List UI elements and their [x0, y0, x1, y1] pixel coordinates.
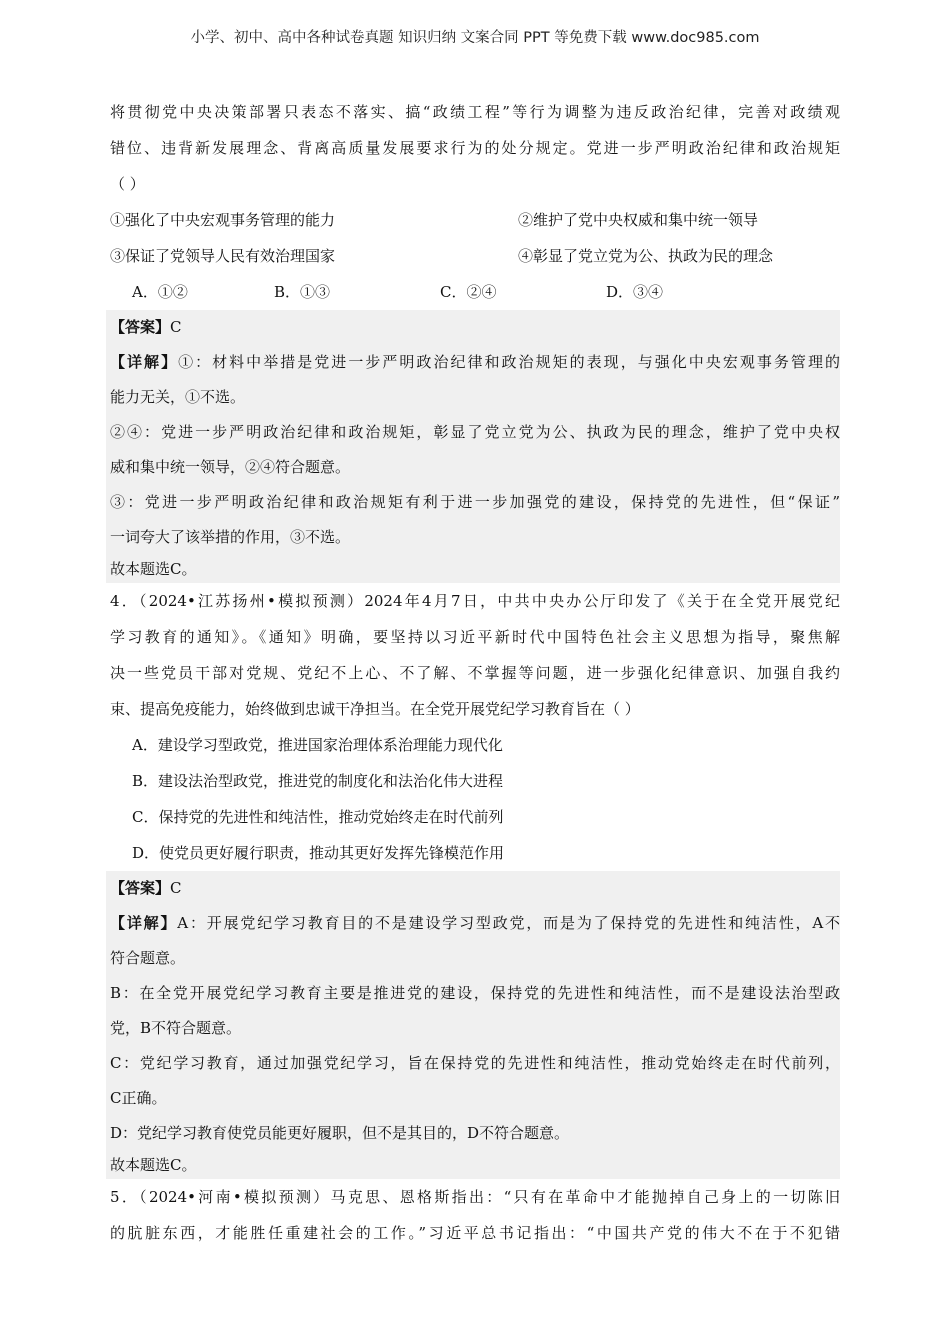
q3-statements-row: [110, 238, 840, 274]
q3-stem-line: 将贯彻党中央决策部署只表态不落实、搞“政绩工程”等行为调整为违反政治纪律，完善对政绩观: [110, 103, 840, 121]
q3-choice-a: A．①②: [132, 283, 188, 301]
q4-option-d: D．使党员更好履行职责，推动其更好发挥先锋模范作用: [132, 844, 505, 862]
answer-value: C: [170, 318, 182, 336]
q4-detail-line: C：党纪学习教育，通过加强党纪学习，旨在保持党的先进性和纯洁性，推动党始终走在时代前列，: [110, 1054, 840, 1072]
q4-detail-line: C正确。: [110, 1089, 167, 1107]
q3-detail-line: 能力无关，①不选。: [110, 388, 246, 406]
q4-detail-line: D：党纪学习教育使党员能更好履职，但不是其目的，D不符合题意。: [110, 1124, 570, 1142]
answer-label: 【答案】: [110, 318, 171, 336]
q3-answer: [110, 310, 840, 345]
page-header: 小学、初中、高中各种试卷真题 知识归纳 文案合同 PPT 等免费下载 www.doc985.com: [190, 30, 760, 46]
detail-label: 【详解】: [110, 914, 178, 932]
q3-answer-block: [106, 310, 840, 583]
detail-text: ①：材料中举措是党进一步严明政治纪律和政治规矩的表现，与强化中央宏观事务管理的: [178, 353, 840, 371]
q4-stem-line: 4．（2024•江苏扬州•模拟预测）2024年4月7日，中共中央办公厅印发了《关于在全党开展党纪: [110, 592, 840, 610]
detail-label: 【详解】: [110, 353, 179, 371]
question-4: [110, 583, 840, 1179]
q3-statement-3: ③保证了党领导人民有效治理国家: [110, 247, 336, 265]
q3-statement-1: ①强化了中央宏观事务管理的能力: [110, 211, 336, 229]
q4-option-c: C．保持党的先进性和纯洁性，推动党始终走在时代前列: [132, 808, 504, 826]
q4-detail-line: 党，B不符合题意。: [110, 1019, 242, 1037]
question-3: [110, 94, 840, 583]
q4-option-b: B．建设法治型政党，推进党的制度化和法治化伟大进程: [132, 772, 504, 790]
q3-statement-4: ④彰显了党立党为公、执政为民的理念: [518, 247, 774, 265]
q3-detail-line: 威和集中统一领导，②④符合题意。: [110, 458, 351, 476]
q4-conclusion: 故本题选C。: [110, 1156, 197, 1174]
answer-value: C: [170, 879, 182, 897]
q3-choices: [110, 274, 840, 310]
q4-answer-block: [106, 871, 840, 1179]
q4-stem-line: 学习教育的通知》。《通知》明确，要坚持以习近平新时代中国特色社会主义思想为指导，聚焦解: [110, 628, 840, 646]
detail-text: A：开展党纪学习教育目的不是建设学习型政党，而是为了保持党的先进性和纯洁性，A不: [177, 914, 840, 932]
q3-statements-row: [110, 202, 840, 238]
answer-label: 【答案】: [110, 879, 171, 897]
q4-detail-line: [110, 906, 840, 941]
q4-option-a: A．建设学习型政党，推进国家治理体系治理能力现代化: [132, 736, 503, 754]
q3-statement-2: ②维护了党中央权威和集中统一领导: [518, 211, 759, 229]
q3-detail-line: [110, 345, 840, 380]
q4-stem-line: 决一些党员干部对党规、党纪不上心、不了解、不掌握等问题，进一步强化纪律意识、加强自我约: [110, 664, 840, 682]
q3-stem-line: 错位、违背新发展理念、背离高质量发展要求行为的处分规定。党进一步严明政治纪律和政治规矩: [110, 139, 840, 157]
document-body: [110, 94, 840, 1251]
q3-choice-b: B．①③: [274, 283, 331, 301]
q5-stem-line: 的肮脏东西，才能胜任重建社会的工作。”习近平总书记指出：“中国共产党的伟大不在于不犯错: [110, 1224, 840, 1242]
q3-choice-c: C．②④: [440, 283, 497, 301]
q3-detail-line: ②④：党进一步严明政治纪律和政治规矩，彰显了党立党为公、执政为民的理念，维护了党中央权: [110, 423, 840, 441]
q4-answer: [110, 871, 840, 906]
q5-stem-line: 5．（2024•河南•模拟预测）马克思、恩格斯指出：“只有在革命中才能抛掉自己身上的一切陈旧: [110, 1188, 840, 1206]
q3-stem-bracket: （ ）: [110, 175, 145, 193]
q3-detail-line: ③：党进一步严明政治纪律和政治规矩有利于进一步加强党的建设，保持党的先进性，但“保证”: [110, 493, 840, 511]
q3-detail-line: 一词夸大了该举措的作用，③不选。: [110, 528, 351, 546]
q4-detail-line: B：在全党开展党纪学习教育主要是推进党的建设，保持党的先进性和纯洁性，而不是建设法治型政: [110, 984, 840, 1002]
q3-conclusion: 故本题选C。: [110, 560, 197, 578]
question-5: [110, 1179, 840, 1251]
q3-choice-d: D．③④: [606, 283, 664, 301]
q4-stem-line: 束、提高免疫能力，始终做到忠诚干净担当。在全党开展党纪学习教育旨在（ ）: [110, 700, 640, 718]
q4-detail-line: 符合题意。: [110, 949, 186, 967]
